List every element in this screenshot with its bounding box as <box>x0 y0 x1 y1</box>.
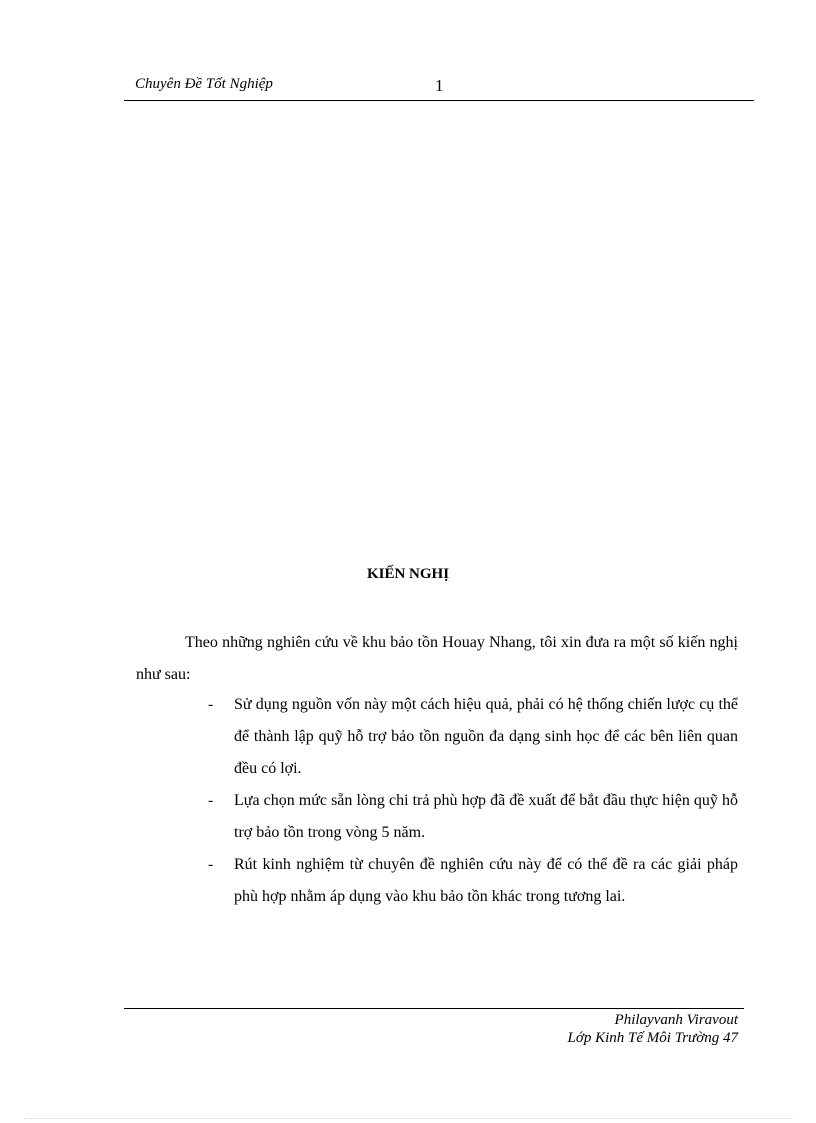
intro-paragraph: Theo những nghiên cứu về khu bảo tồn Houay Nhang, tôi xin đưa ra một số kiến nghị như sau: <box>136 634 738 683</box>
bullet-dash: - <box>208 856 214 873</box>
list-item <box>208 849 738 913</box>
page-number: 1 <box>435 76 444 95</box>
footer-class-name: Lớp Kinh Tế Môi Trường 47 <box>567 1030 738 1046</box>
list-item <box>208 689 738 785</box>
list-item-text: Sử dụng nguồn vốn này một cách hiệu quả, phải có hệ thống chiến lược cụ thể để thành lập quỹ hỗ trợ bảo tồn nguồn đa dạng sinh học để các bên liên quan đều có lợi. <box>234 696 738 777</box>
header-document-title: Chuyên Đề Tốt Nghiệp <box>135 76 273 92</box>
list-item-text: Rút kinh nghiệm từ chuyên đề nghiên cứu này để có thể đề ra các giải pháp phù hợp nhằm áp dụng vào khu bảo tồn khác trong tương lai. <box>234 856 738 905</box>
recommendation-list <box>208 689 738 913</box>
footer-divider <box>124 1008 744 1009</box>
header-divider <box>124 100 754 101</box>
page-edge-dotted-line <box>24 1118 794 1119</box>
section-title: KIẾN NGHỊ <box>366 566 450 582</box>
footer-author: Philayvanh Viravout <box>614 1012 738 1028</box>
list-item <box>208 785 738 849</box>
bullet-dash: - <box>208 696 214 713</box>
list-item-text: Lựa chọn mức sẵn lòng chi trả phù hợp đã đề xuất để bắt đầu thực hiện quỹ hỗ trợ bảo tồn trong vòng 5 năm. <box>234 792 738 841</box>
bullet-dash: - <box>208 792 214 809</box>
